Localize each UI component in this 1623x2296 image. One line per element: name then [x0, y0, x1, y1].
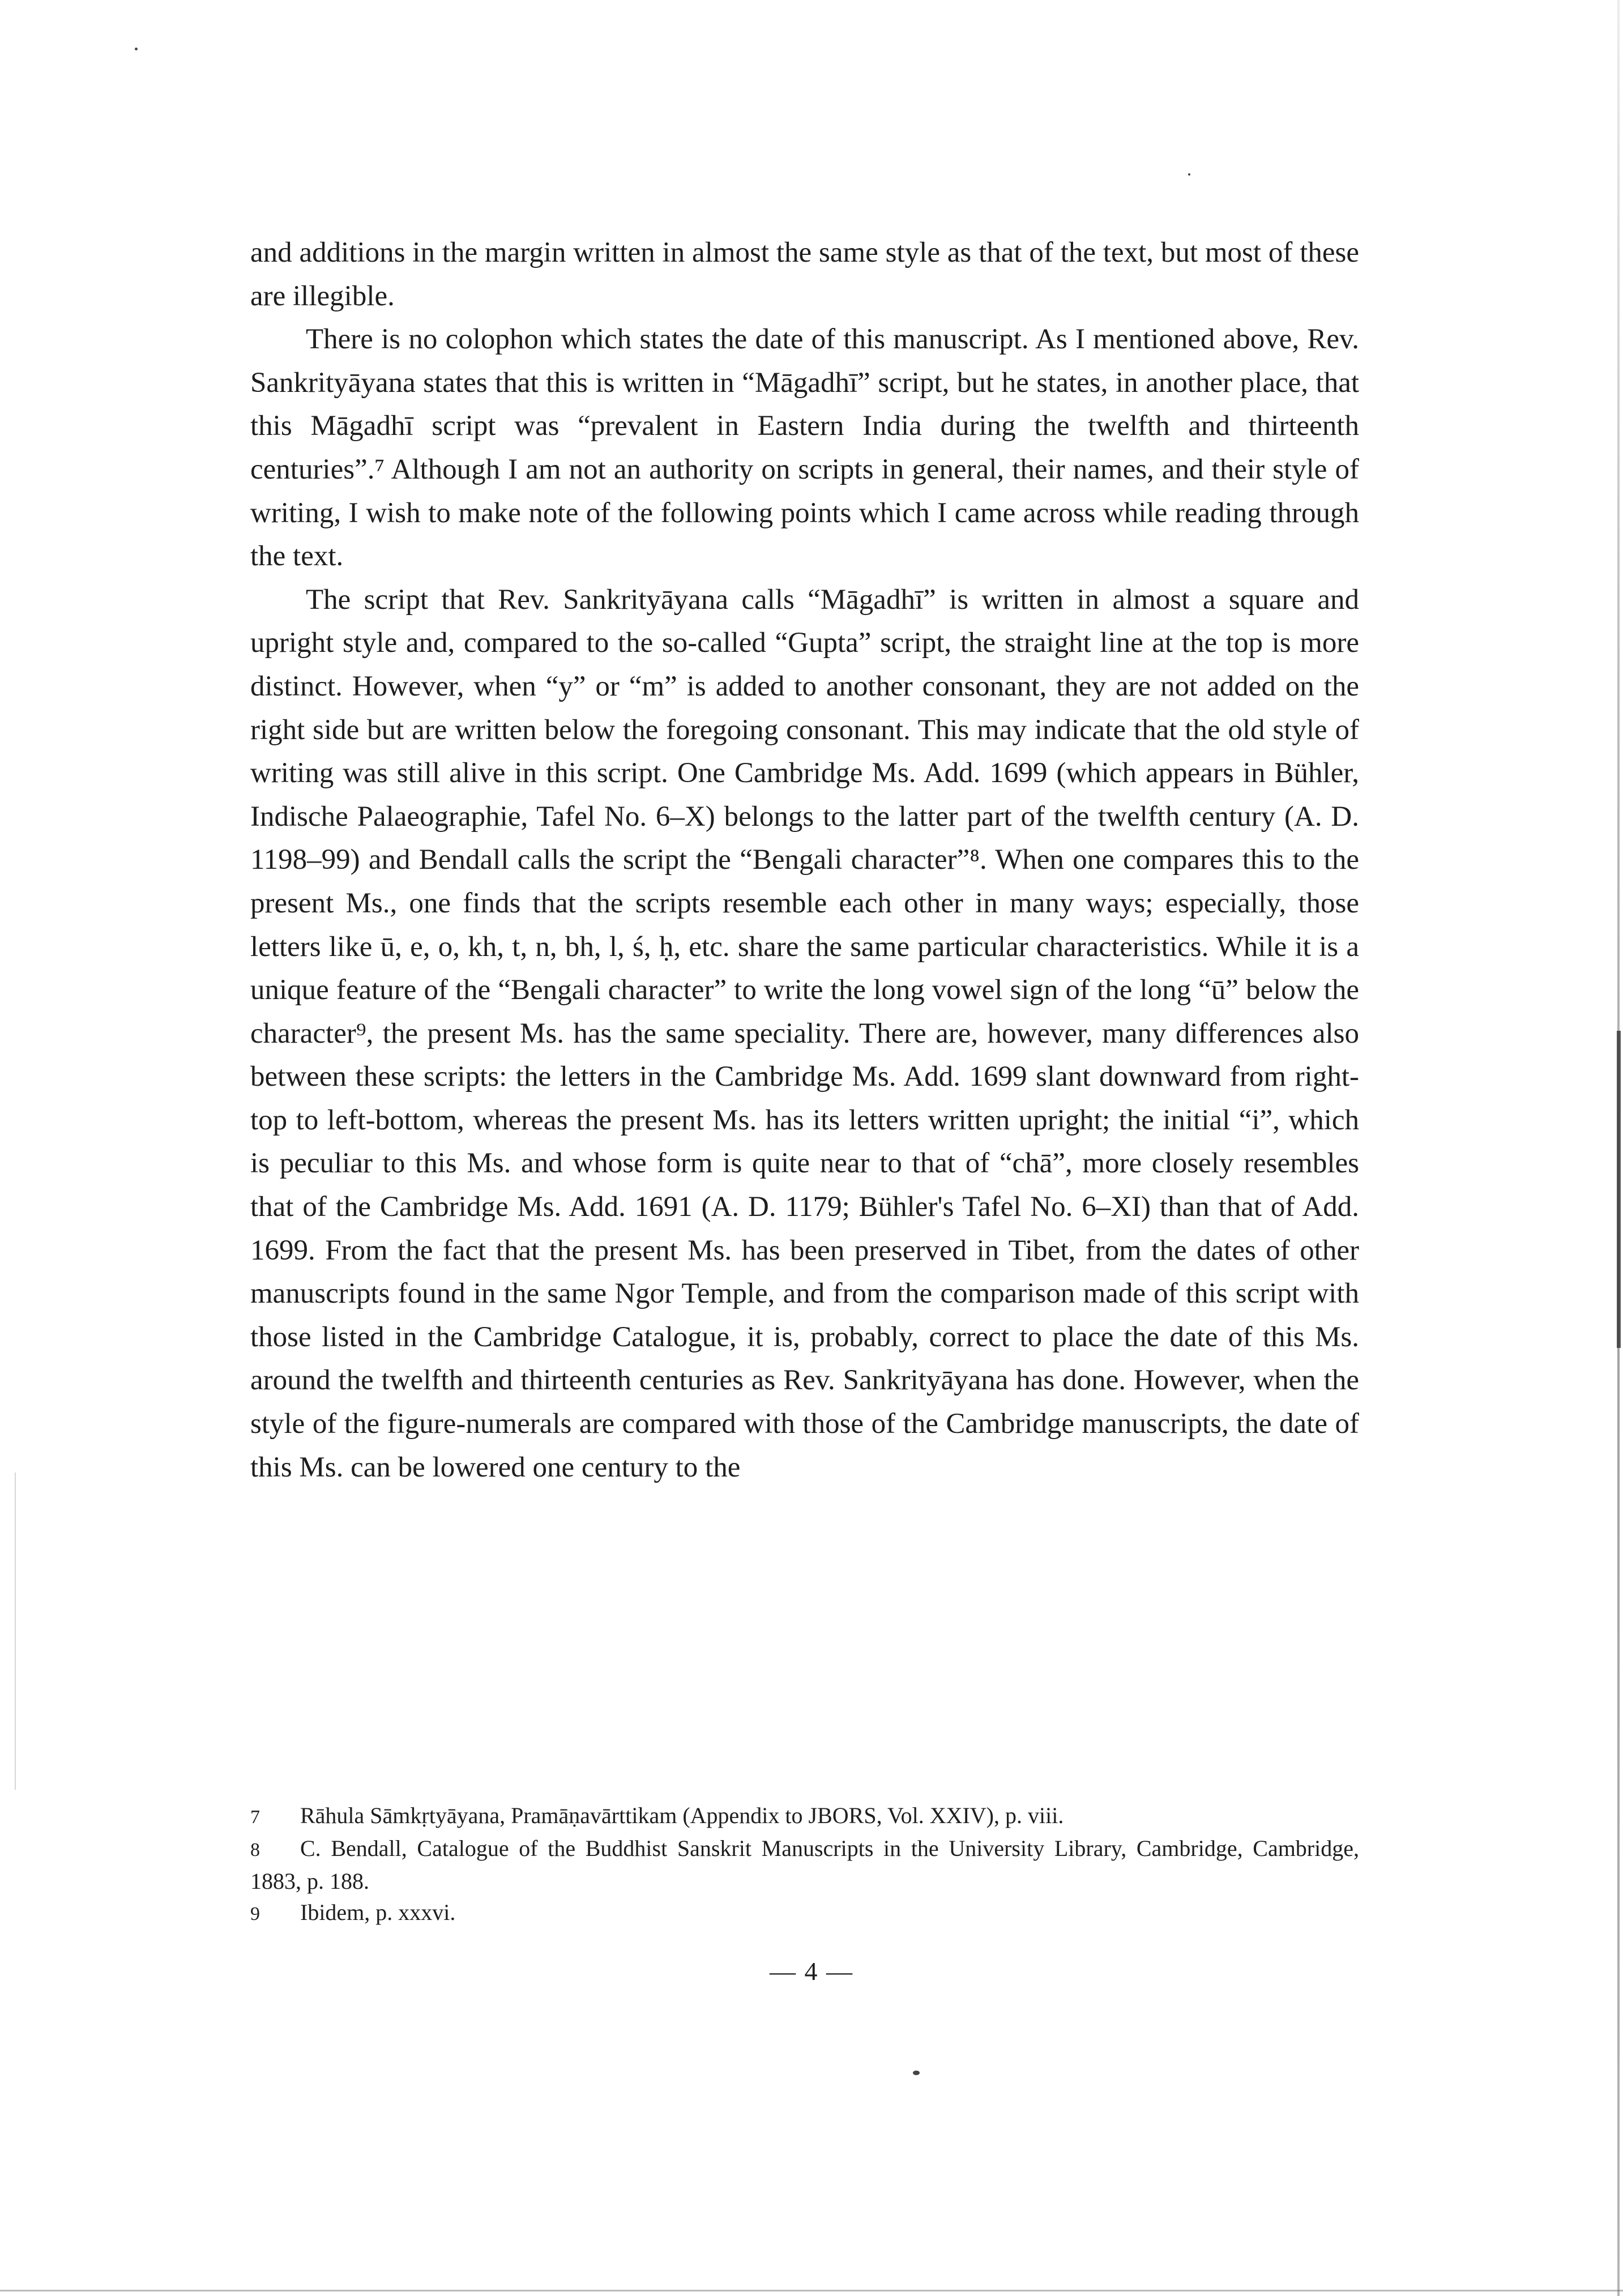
- scan-speck: [1188, 173, 1190, 176]
- scan-edge-left: [15, 1473, 16, 1790]
- footnotes: [250, 1800, 1359, 1930]
- footnote-text: Rāhula Sāmkṛtyāyana, Pramāṇavārttikam (Appendix to JBORS, Vol. XXIV), p. viii.: [300, 1803, 1064, 1828]
- paragraph-continuation: and additions in the margin written in almost the same style as that of the text, but most of these are illegible.: [250, 237, 1359, 312]
- main-text: [250, 231, 1359, 1489]
- footnote-number: 9: [250, 1904, 260, 1924]
- footnote-text: C. Bendall, Catalogue of the Buddhist Sanskrit Manuscripts in the University Library, Cambridge, Cambridge, 1883, p. 188.: [250, 1836, 1359, 1894]
- page-number: — 4 —: [770, 1957, 853, 1986]
- scan-speck: [134, 47, 138, 51]
- paragraph-script: The script that Rev. Sankrityāyana calls “Māgadhī” is written in almost a square and upright style and, compared to the so-called “Gupta” script, the straight line at the top is more distinct. However, when “y” or “m” is added to another consonant, they are not added on the right side but are written below the foregoing consonant. This may indicate that the old style of writing was still alive in this script. One Cambridge Ms. Add. 1699 (which appears in Bühler, Indische Palaeographie, Tafel No. 6–X) belongs to the latter part of the twelfth century (A. D. 1198–99) and Bendall calls the script the “Bengali character”⁸. When one compares this to the present Ms., one finds that the scripts resemble each other in many ways; especially, those letters like ū, e, o, kh, t, n, bh, l, ś, ḥ, etc. share the same particular characteristics. While it is a unique feature of the “Bengali character” to write the long vowel sign of the long “ū” below the character⁹, the present Ms. has the same speciality. There are, however, many differences also between these scripts: the letters in the Cambridge Ms. Add. 1699 slant downward from right-top to left-bottom, whereas the present Ms. has its letters written upright; the initial “i”, which is peculiar to this Ms. and whose form is quite near to that of “chā”, more closely resembles that of the Cambridge Ms. Add. 1691 (A. D. 1179; Bühler's Tafel No. 6–XI) than that of Add. 1699. From the fact that the present Ms. has been preserved in Tibet, from the dates of other manuscripts found in the same Ngor Temple, and from the comparison made of this script with those listed in the Cambridge Catalogue, it is, probably, correct to place the date of this Ms. around the twelfth and thirteenth centuries as Rev. Sankrityāyana has done. However, when the style of the figure-numerals are compared with those of the Cambridge manuscripts, the date of this Ms. can be lowered one century to the: [250, 583, 1359, 1483]
- footnote-8: [250, 1833, 1359, 1897]
- footnote-text: Ibidem, p. xxxvi.: [300, 1900, 456, 1925]
- scan-edge-shadow: [1617, 1031, 1621, 1348]
- footnote-number: 7: [250, 1807, 260, 1828]
- scan-speck: [913, 2071, 920, 2075]
- scan-edge-bottom: [0, 2290, 1623, 2291]
- footnote-number: 8: [250, 1840, 260, 1860]
- paragraph-colophon: There is no colophon which states the date of this manuscript. As I mentioned above, Rev. Sankrityāyana states that this is written in “Māgadhī” script, but he states, in another place, that this Māgadhī script was “prevalent in Eastern India during the twelfth and thirteenth centuries”.⁷ Although I am not an authority on scripts in general, their names, and their style of writing, I wish to make note of the following points which I came across while reading through the text.: [250, 323, 1359, 573]
- footnote-9: [250, 1897, 1359, 1930]
- footnote-7: [250, 1800, 1359, 1833]
